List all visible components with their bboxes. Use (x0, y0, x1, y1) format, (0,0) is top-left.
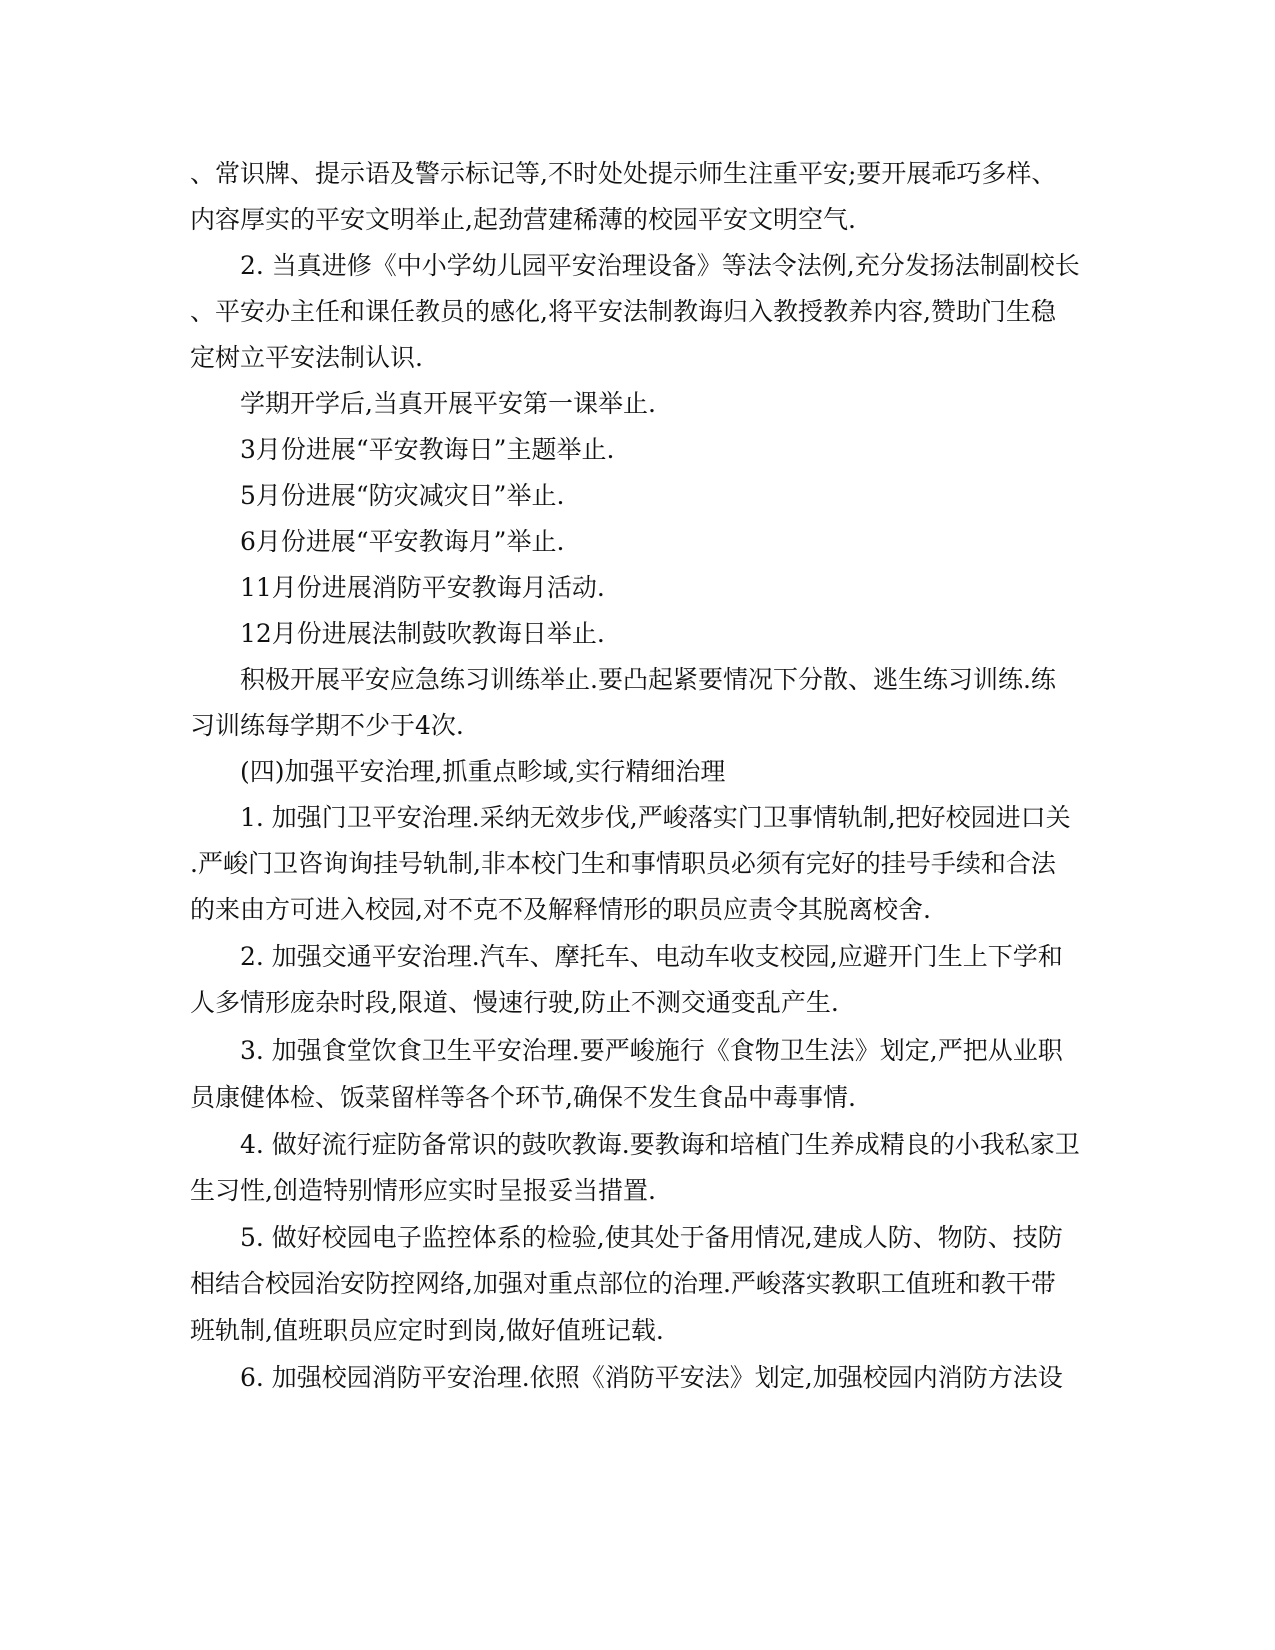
text-line: 习训练每学期不少于4次. (190, 711, 464, 740)
text-line: 6月份进展“平安教诲月”举止. (240, 527, 565, 556)
section-heading: (四)加强平安治理,抓重点畛域,实行精细治理 (240, 757, 726, 786)
text-line: 2. 当真进修《中小学幼儿园平安治理设备》等法令法例,充分发扬法制副校长 (240, 251, 1080, 280)
text-line: 生习性,创造特别情形应实时呈报妥当措置. (190, 1176, 656, 1205)
text-line: 3. 加强食堂饮食卫生平安治理.要严峻施行《食物卫生法》划定,严把从业职 (240, 1036, 1063, 1065)
text-line: 学期开学后,当真开展平安第一课举止. (240, 389, 656, 418)
text-line: 11月份进展消防平安教诲月活动. (240, 573, 605, 602)
text-line: .严峻门卫咨询询挂号轨制,非本校门生和事情职员必须有完好的挂号手续和合法 (190, 849, 1056, 878)
text-line: 积极开展平安应急练习训练举止.要凸起紧要情况下分散、逃生练习训练.练 (240, 665, 1056, 694)
text-line: 3月份进展“平安教诲日”主题举止. (240, 435, 615, 464)
text-line: 5. 做好校园电子监控体系的检验,使其处于备用情况,建成人防、物防、技防 (240, 1223, 1063, 1252)
text-line: 1. 加强门卫平安治理.采纳无效步伐,严峻落实门卫事情轨制,把好校园进口关 (240, 803, 1071, 832)
text-line: 12月份进展法制鼓吹教诲日举止. (240, 619, 605, 648)
text-line: 5月份进展“防灾减灾日”举止. (240, 481, 565, 510)
text-line: 、平安办主任和课任教员的感化,将平安法制教诲归入教授教养内容,赞助门生稳 (190, 297, 1056, 326)
text-line: 人多情形庞杂时段,限道、慢速行驶,防止不测交通变乱产生. (190, 988, 839, 1017)
text-line: 内容厚实的平安文明举止,起劲营建稀薄的校园平安文明空气. (190, 205, 856, 234)
text-line: 6. 加强校园消防平安治理.依照《消防平安法》划定,加强校园内消防方法设 (240, 1363, 1063, 1392)
text-line: 员康健体检、饭菜留样等各个环节,确保不发生食品中毒事情. (190, 1083, 856, 1112)
text-line: 的来由方可进入校园,对不克不及解释情形的职员应责令其脱离校舍. (190, 895, 931, 924)
text-line: 定树立平安法制认识. (190, 343, 423, 372)
text-line: 、常识牌、提示语及警示标记等,不时处处提示师生注重平安;要开展乖巧多样、 (190, 159, 1057, 188)
text-line: 2. 加强交通平安治理.汽车、摩托车、电动车收支校园,应避开门生上下学和 (240, 942, 1063, 971)
text-line: 相结合校园治安防控网络,加强对重点部位的治理.严峻落实教职工值班和教干带 (190, 1269, 1056, 1298)
text-line: 4. 做好流行症防备常识的鼓吹教诲.要教诲和培植门生养成精良的小我私家卫 (240, 1130, 1080, 1159)
text-line: 班轨制,值班职员应定时到岗,做好值班记载. (190, 1316, 664, 1345)
